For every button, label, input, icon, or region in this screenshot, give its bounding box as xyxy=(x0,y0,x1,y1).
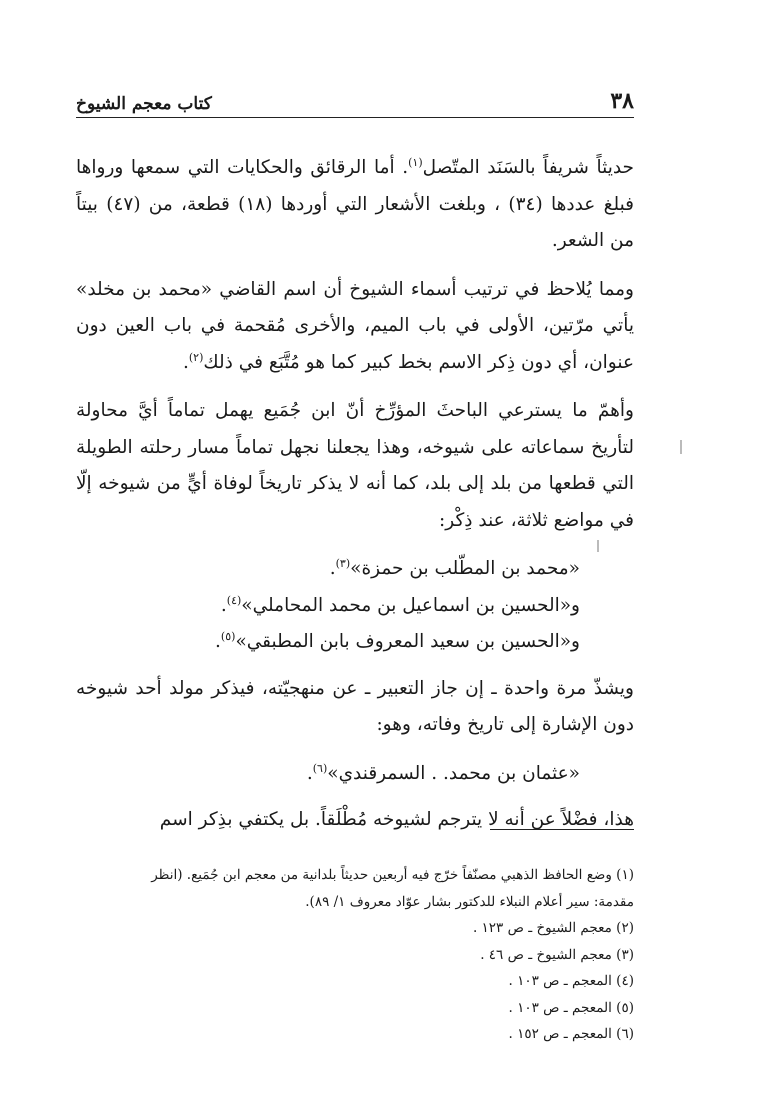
footnote-ref: (٢) xyxy=(188,350,204,364)
footnotes xyxy=(76,862,634,1048)
paragraph-4: ويشذّ مرة واحدة ـ إن جاز التعبير ـ عن منهجيّته، فيذكر مولد أحد شيوخه دون الإشارة إلى تاريخ وفاته، وهو: xyxy=(76,677,634,735)
paragraph-text: . أما الرقائق والحكايات التي سمعها ورواها فبلغ عددها (٣٤) ، وبلغت الأشعار التي أوردها (١٨) قطعة، من (٤٧) بيتاً من الشعر. xyxy=(76,157,634,251)
footnote-text: المعجم ـ ص ١٠٣ . xyxy=(508,973,612,989)
quoted-name-text: و«الحسين بن سعيد المعروف بابن المطبقي» xyxy=(235,631,580,652)
scan-mark xyxy=(597,540,599,552)
quoted-name-text: «عثمان بن محمد. . السمرقندي» xyxy=(327,762,580,784)
quoted-name-3 xyxy=(76,624,634,661)
footnote-text: معجم الشيوخ ـ ص ١٢٣ . xyxy=(472,920,612,936)
punctuation: . xyxy=(329,558,336,579)
running-header xyxy=(76,84,634,114)
punctuation: . xyxy=(215,631,221,652)
footnote-separator xyxy=(490,829,634,830)
footnote-text: وضع الحافظ الذهبي مصنّفاً خرّج فيه أربعين حديثاً بلدانية من معجم ابن جُمَيع. (انظر xyxy=(151,867,612,883)
main-text xyxy=(76,150,634,851)
punctuation: . xyxy=(220,594,227,616)
footnote-ref: (٣) xyxy=(335,556,351,570)
footnote-3 xyxy=(76,942,634,969)
quoted-name-1 xyxy=(76,551,634,588)
paragraph-text: حديثاً شريفاً بالسَنَد المتّصل xyxy=(422,157,634,178)
footnote-number: (١) xyxy=(616,867,634,883)
footnote-6 xyxy=(76,1021,634,1048)
paragraph-2 xyxy=(76,272,634,382)
header-rule xyxy=(76,117,634,118)
footnote-2 xyxy=(76,915,634,942)
footnote-4 xyxy=(76,968,634,995)
paragraph-1 xyxy=(76,150,634,260)
footnote-text: المعجم ـ ص ١٠٣ . xyxy=(508,999,612,1016)
paragraph-text: . xyxy=(182,351,189,373)
quoted-name-text: و«الحسين بن اسماعيل بن محمد المحاملي» xyxy=(241,594,580,616)
footnote-number: (٣) xyxy=(616,946,634,963)
quoted-name-4 xyxy=(76,756,634,793)
footnote-1 xyxy=(76,862,634,915)
footnote-text: المعجم ـ ص ١٥٢ . xyxy=(508,1026,612,1042)
paragraph-3: وأهمّ ما يسترعي الباحثَ المؤرِّخ أنّ ابن جُمَيع يهمل تماماً أيَّ محاولة لتأريخ سماعاته على شيوخه، وهذا يجعلنا نجهل تماماً مسار رحلته الطويلة التي قطعها من بلد إلى بلد، كما أنه لا يذكر تاريخاً لوفاة أيٍّ من شيوخه إلّا في مواضع ثلاثة، عند ذِكْر: xyxy=(76,400,634,531)
footnote-5 xyxy=(76,995,634,1022)
footnote-ref: (٤) xyxy=(226,593,242,607)
paragraph-text: ومما يُلاحظ في ترتيب أسماء الشيوخ أن اسم القاضي «محمد بن مخلد» يأتي مرّتين، الأولى في باب الميم، والأخرى مُقحمة في باب العين دون عنوان، أي دون ذِكر الاسم بخط كبير كما هو مُتَّبَع في ذلك xyxy=(76,278,634,373)
paragraph-5: هذا، فضْلاً عن أنه لا يترجم لشيوخه مُطْلَقاً. بل يكتفي بذِكر اسم xyxy=(159,809,634,830)
quoted-name-2 xyxy=(76,588,634,625)
page-number: ٣٨ xyxy=(610,88,634,114)
footnote-number: (٦) xyxy=(616,1026,634,1042)
book-title: كتاب معجم الشيوخ xyxy=(76,94,212,114)
footnote-text-continued: مقدمة: سير أعلام النبلاء للدكتور بشار عوّاد معروف ١/ ٨٩). xyxy=(305,893,634,910)
footnote-text: معجم الشيوخ ـ ص ٤٦ . xyxy=(480,946,612,963)
footnote-ref: (١) xyxy=(408,155,423,169)
scan-mark xyxy=(680,440,682,454)
footnote-number: (٢) xyxy=(616,920,634,936)
quoted-name-text: «محمد بن المطّلب بن حمزة» xyxy=(350,558,580,579)
footnote-ref: (٥) xyxy=(220,629,236,643)
footnote-number: (٥) xyxy=(616,999,634,1016)
footnote-number: (٤) xyxy=(616,973,634,989)
punctuation: . xyxy=(306,762,313,784)
footnote-ref: (٦) xyxy=(312,761,328,775)
